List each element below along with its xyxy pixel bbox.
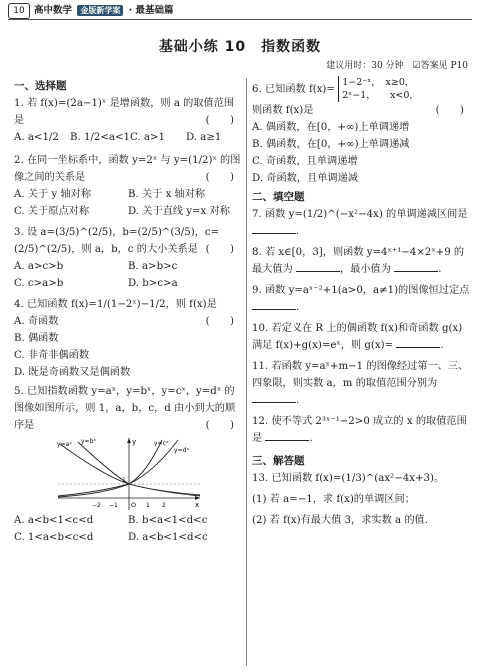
q1-stem: 1. 若 f(x)=(2a−1)ˣ 是增函数，则 a 的取值范围是 bbox=[14, 98, 235, 126]
q5-options-row2 bbox=[14, 529, 242, 546]
label-curve-d: y=dˣ bbox=[174, 447, 190, 454]
q5-answer-paren: ( ) bbox=[205, 420, 234, 431]
q6-piece-2: 2ˣ−1， x<0， bbox=[342, 90, 419, 101]
q3-stem: 3. 设 a=(3/5)^(2/5)，b=(2/5)^(3/5)，c=(2/5)^(2/5)，则 a，b，c 的大小关系是 bbox=[14, 227, 220, 255]
header-rule bbox=[8, 19, 472, 20]
q5-option-c: C. 1<a<b<c<d bbox=[14, 532, 94, 543]
question-6 bbox=[252, 76, 472, 187]
q4-option-b: B. 偶函数 bbox=[14, 333, 59, 344]
book-title bbox=[34, 3, 174, 18]
series-label: · 最基础篇 bbox=[128, 5, 174, 16]
q5-option-a: A. a<b<1<c<d bbox=[14, 515, 94, 526]
label-tick-neg1: −1 bbox=[109, 502, 118, 509]
question-9: 9. 函数 y=aˣ⁻²+1(a>0，a≠1)的图像恒过定点 . bbox=[252, 285, 470, 313]
label-tick-y-one: 1 bbox=[122, 477, 126, 484]
q2-answer-paren: ( ) bbox=[205, 172, 234, 183]
q10-text: 10. 若定义在 R 上的偶函数 f(x)和奇函数 g(x)满足 f(x)+g(x)=eˣ，则 g(x)= bbox=[252, 323, 463, 351]
q8-blank-max bbox=[296, 261, 340, 272]
right-column bbox=[252, 76, 472, 529]
question-13 bbox=[252, 470, 472, 529]
label-origin: O bbox=[131, 501, 137, 509]
label-tick-2: 2 bbox=[162, 502, 166, 509]
q6-option-d: D. 奇函数，且单调递减 bbox=[252, 173, 358, 184]
x-axis-arrow bbox=[195, 496, 200, 500]
q11-text: 11. 若函数 y=aˣ+m−1 的图像经过第一、三、四象限，则实数 a，m 的取值范围分别为 bbox=[252, 361, 469, 389]
page-header bbox=[0, 0, 480, 22]
q2-option-d: D. 关于直线 y=x 对称 bbox=[128, 206, 230, 217]
question-3 bbox=[14, 224, 242, 292]
label-curve-c: y=cˣ bbox=[154, 440, 169, 447]
y-axis-arrow bbox=[127, 438, 131, 443]
q13-part-1: (1) 若 a=−1，求 f(x)的单调区间； bbox=[252, 494, 415, 505]
question-11: 11. 若函数 y=aˣ+m−1 的图像经过第一、三、四象限，则实数 a，m 的取值范围分别为 . bbox=[252, 361, 469, 406]
q6-stem-2: 则函数 f(x)是 bbox=[252, 105, 314, 116]
q8-mid: ，最小值为 bbox=[340, 264, 391, 275]
q1-answer-paren: ( ) bbox=[205, 115, 234, 126]
question-4 bbox=[14, 296, 242, 381]
q5-exponential-graph bbox=[54, 436, 204, 512]
label-curve-a: y=aˣ bbox=[57, 441, 72, 448]
q2-option-c: C. 关于原点对称 bbox=[14, 206, 90, 217]
left-column bbox=[14, 76, 242, 546]
q2-option-b: B. 关于 x 轴对称 bbox=[128, 189, 206, 200]
question-10: 10. 若定义在 R 上的偶函数 f(x)和奇函数 g(x)满足 f(x)+g(x)=eˣ，则 g(x)= . bbox=[252, 323, 463, 351]
q4-answer-paren: ( ) bbox=[205, 316, 234, 327]
q3-option-c: C. c>a>b bbox=[14, 278, 64, 289]
q4-option-d: D. 既是奇函数又是偶函数 bbox=[14, 367, 131, 378]
q8-blank-min bbox=[394, 261, 438, 272]
q13-stem: 13. 已知函数 f(x)=(1/3)^(ax²−4x+3)。 bbox=[252, 473, 445, 484]
q1-option-c: C. a>1 bbox=[130, 132, 165, 143]
q8-text: 8. 若 x∈[0，3]，则函数 y=4ˣ⁺¹−4×2ˣ+9 的最大值为 bbox=[252, 247, 465, 275]
q11-blank bbox=[252, 392, 296, 403]
q6-answer-paren: ( ) bbox=[435, 105, 464, 116]
q9-blank bbox=[252, 299, 296, 310]
q5-stem: 5. 已知指数函数 y=aˣ，y=bˣ，y=cˣ，y=dˣ 的图像如图所示，则 1，a，b，c，d 由小到大的顺序是 bbox=[14, 386, 236, 431]
q6-piecewise bbox=[338, 76, 419, 102]
page-title: 基础小练 10 指数函数 bbox=[158, 39, 322, 55]
q2-options-row2 bbox=[14, 203, 242, 220]
q6-piece-1: 1−2⁻ˣ， x≥0， bbox=[342, 77, 415, 88]
q6-option-c: C. 奇函数，且单调递增 bbox=[252, 156, 358, 167]
label-x-axis: x bbox=[195, 501, 200, 509]
q4-stem: 4. 已知函数 f(x)=1/(1−2ˣ)−1/2，则 f(x)是 bbox=[14, 299, 217, 310]
question-2 bbox=[14, 152, 242, 220]
brand-logo: 金版新学案 bbox=[77, 5, 123, 16]
q2-options-row1 bbox=[14, 186, 242, 203]
column-divider bbox=[246, 78, 247, 666]
q1-option-d: D. a≥1 bbox=[186, 132, 222, 143]
label-tick-1: 1 bbox=[146, 502, 150, 509]
q7-blank bbox=[252, 223, 296, 234]
q4-option-a: A. 奇函数 bbox=[14, 316, 59, 327]
q2-option-a: A. 关于 y 轴对称 bbox=[14, 189, 92, 200]
q1-option-b: B. 1/2<a<1 bbox=[70, 132, 130, 143]
q5-option-d: D. a<b<1<d<c bbox=[128, 532, 208, 543]
curve-d bbox=[58, 440, 178, 497]
question-7: 7. 函数 y=(1/2)^(−x²−4x) 的单调递减区间是 . bbox=[252, 209, 468, 237]
question-5 bbox=[14, 383, 242, 546]
q5-option-b: B. b<a<1<d<c bbox=[128, 515, 208, 526]
q4-option-c: C. 非奇非偶函数 bbox=[14, 350, 90, 361]
q13-part-2: (2) 若 f(x)有最大值 3，求实数 a 的值. bbox=[252, 515, 428, 526]
label-tick-neg2: −2 bbox=[92, 502, 101, 509]
q3-option-d: D. b>c>a bbox=[128, 278, 178, 289]
q12-blank bbox=[265, 430, 309, 441]
q3-options-row1 bbox=[14, 258, 242, 275]
question-1 bbox=[14, 95, 242, 146]
section-choice: 一、选择题 bbox=[14, 80, 67, 92]
q3-options-row2 bbox=[14, 275, 242, 292]
page-number: 10 bbox=[8, 3, 30, 19]
question-12: 12. 使不等式 2³ˣ⁻¹−2>0 成立的 x 的取值范围是 . bbox=[252, 416, 467, 444]
q6-option-b: B. 偶函数，在[0，+∞)上单调递减 bbox=[252, 139, 410, 150]
q12-text: 12. 使不等式 2³ˣ⁻¹−2>0 成立的 x 的取值范围是 bbox=[252, 416, 467, 444]
q2-stem: 2. 在同一坐标系中，函数 y=2ˣ 与 y=(1/2)ˣ 的图像之间的关系是 bbox=[14, 155, 241, 183]
q10-blank bbox=[396, 337, 440, 348]
q1-options bbox=[14, 129, 242, 146]
label-curve-b: y=bˣ bbox=[81, 438, 97, 445]
question-8: 8. 若 x∈[0，3]，则函数 y=4ˣ⁺¹−4×2ˣ+9 的最大值为 ，最小值为 . bbox=[252, 247, 465, 275]
q3-option-b: B. a>b>c bbox=[128, 261, 178, 272]
time-hint: 建议用时：30 分钟 ☑答案见 P10 bbox=[326, 61, 468, 71]
subject-label: 高中数学 bbox=[34, 5, 73, 16]
q9-text: 9. 函数 y=aˣ⁻²+1(a>0，a≠1)的图像恒过定点 bbox=[252, 285, 470, 296]
q6-stem: 6. 已知函数 f(x)= bbox=[252, 84, 335, 95]
q1-option-a: A. a<1/2 bbox=[14, 132, 59, 143]
section-fill: 二、填空题 bbox=[252, 191, 305, 203]
q5-options-row1 bbox=[14, 512, 242, 529]
label-y-axis: y bbox=[132, 438, 137, 446]
q6-option-a: A. 偶函数，在[0，+∞)上单调递增 bbox=[252, 122, 410, 133]
section-solve: 三、解答题 bbox=[252, 455, 305, 467]
q3-option-a: A. a>c>b bbox=[14, 261, 64, 272]
q7-text: 7. 函数 y=(1/2)^(−x²−4x) 的单调递减区间是 bbox=[252, 209, 468, 220]
q3-answer-paren: ( ) bbox=[205, 244, 234, 255]
